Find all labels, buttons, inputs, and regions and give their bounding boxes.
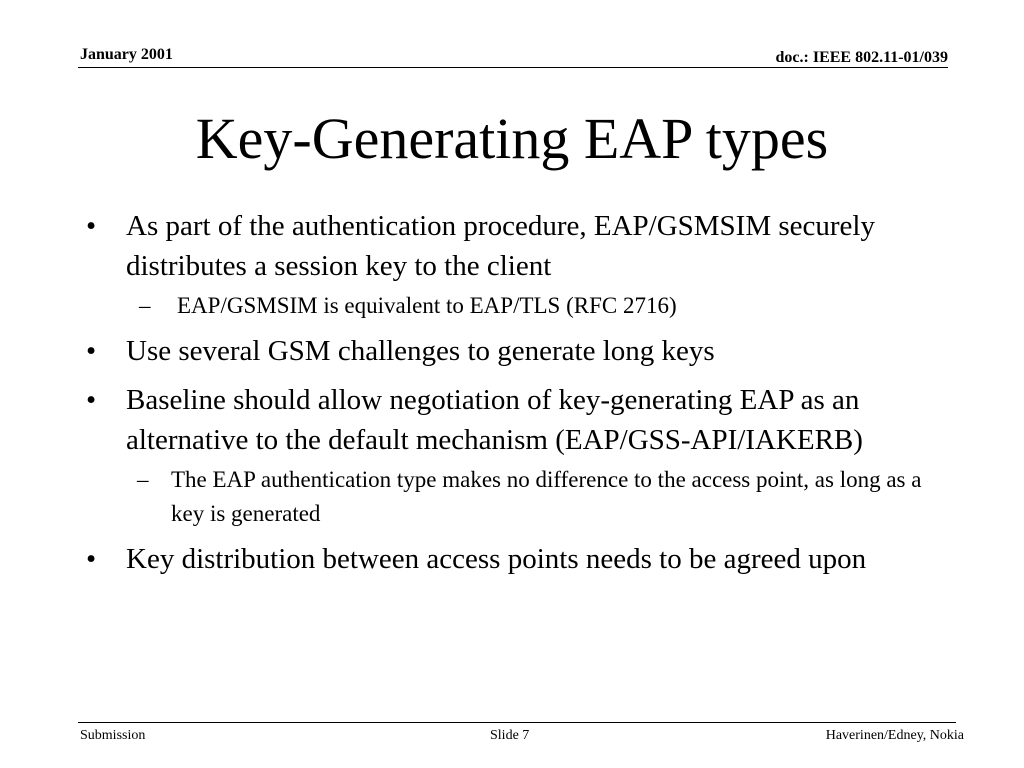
bullet-item xyxy=(82,539,942,579)
bullet-marker: • xyxy=(86,543,97,575)
bullet-marker: • xyxy=(86,210,97,242)
sub-bullet-item xyxy=(82,289,942,323)
footer-authors: Haverinen/Edney, Nokia xyxy=(825,728,964,743)
footer-submission: Submission xyxy=(80,728,146,743)
footer-slide-number: Slide 7 xyxy=(490,728,530,743)
bullet-list xyxy=(82,206,942,588)
bullet-text: Baseline should allow negotiation of key-generating EAP as an alternative to the default mechanism (EAP/GSS-API/IAKERB) xyxy=(126,384,863,456)
sub-bullet-text: The EAP authentication type makes no difference to the access point, as long as a key is generated xyxy=(171,467,922,526)
header-doc-id: doc.: IEEE 802.11-01/039 xyxy=(775,49,948,66)
sub-bullet-marker: – xyxy=(139,293,151,318)
slide-title: Key-Generating EAP types xyxy=(195,106,829,171)
bullet-item xyxy=(82,206,942,286)
bullet-text: Key distribution between access points needs to be agreed upon xyxy=(126,543,867,575)
bullet-item xyxy=(82,331,942,371)
bullet-text: Use several GSM challenges to generate long keys xyxy=(126,335,715,367)
sub-bullet-text: EAP/GSMSIM is equivalent to EAP/TLS (RFC 2716) xyxy=(177,293,677,318)
bullet-item xyxy=(82,380,942,460)
bullet-text: As part of the authentication procedure, EAP/GSMSIM securely distributes a session key to the client xyxy=(126,210,875,282)
bullet-marker: • xyxy=(86,335,97,367)
footer-divider xyxy=(78,722,956,723)
sub-bullet-item xyxy=(82,463,942,531)
header-date: January 2001 xyxy=(80,46,173,63)
sub-bullet-marker: – xyxy=(137,467,149,492)
bullet-marker: • xyxy=(86,384,97,416)
header-divider xyxy=(78,67,948,68)
